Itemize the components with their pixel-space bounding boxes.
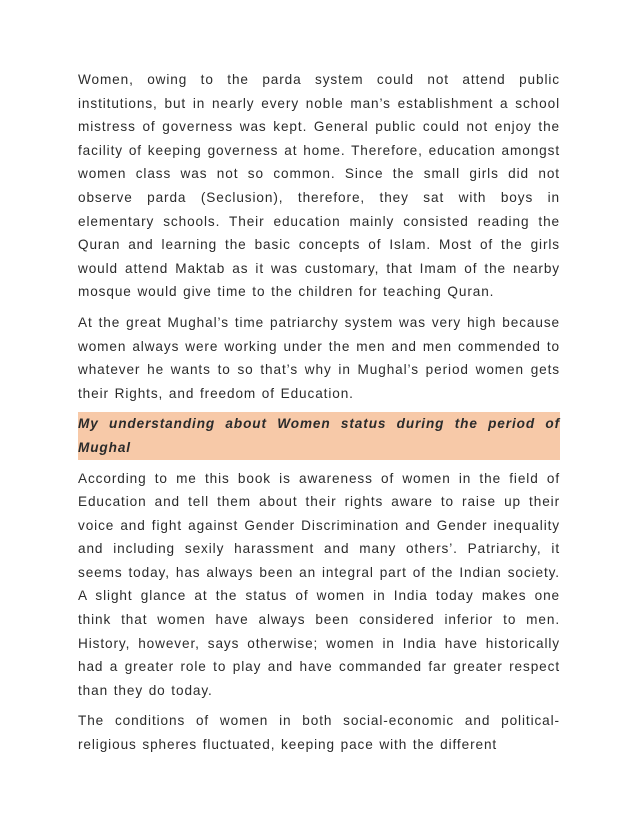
paragraph-parda-education: Women, owing to the parda system could not attend public institutions, but in nearly every noble man’s establishment a school mistress of governess was kept. General public could not enjoy the facility of keeping governess at home. Therefore, education amongst women class was not so common. Since the small girls did not observe parda (Seclusion), therefore, they sat with boys in elementary schools. Their education mainly consisted reading the Quran and learning the basic concepts of Islam. Most of the girls would attend Maktab as it was customary, that Imam of the nearby mosque would give time to the children for teaching Quran. bbox=[78, 72, 560, 300]
paragraph-mughal-patriarchy: At the great Mughal’s time patriarchy system was very high because women always were working under the men and men commended to whatever he wants to so that’s why in Mughal’s period women gets their Rights, and freedom of Education. bbox=[78, 314, 560, 401]
document-body bbox=[78, 68, 560, 764]
paragraph-conditions: The conditions of women in both social-economic and political-religious spheres fluctuated, keeping pace with the different bbox=[78, 713, 560, 753]
paragraph-understanding: According to me this book is awareness of women in the field of Education and tell them about their rights aware to raise up their voice and fight against Gender Discrimination and Gender inequality and including sexily harassment and many others’. Patriarchy, it seems today, has always been an integral part of the Indian society. A slight glance at the status of women in India today makes one think that women have always been considered inferior to men. History, however, says otherwise; women in India have historically had a greater role to play and have commanded far greater respect than they do today. bbox=[78, 470, 560, 698]
section-heading-highlighted: My understanding about Women status during the period of Mughal bbox=[78, 412, 560, 459]
